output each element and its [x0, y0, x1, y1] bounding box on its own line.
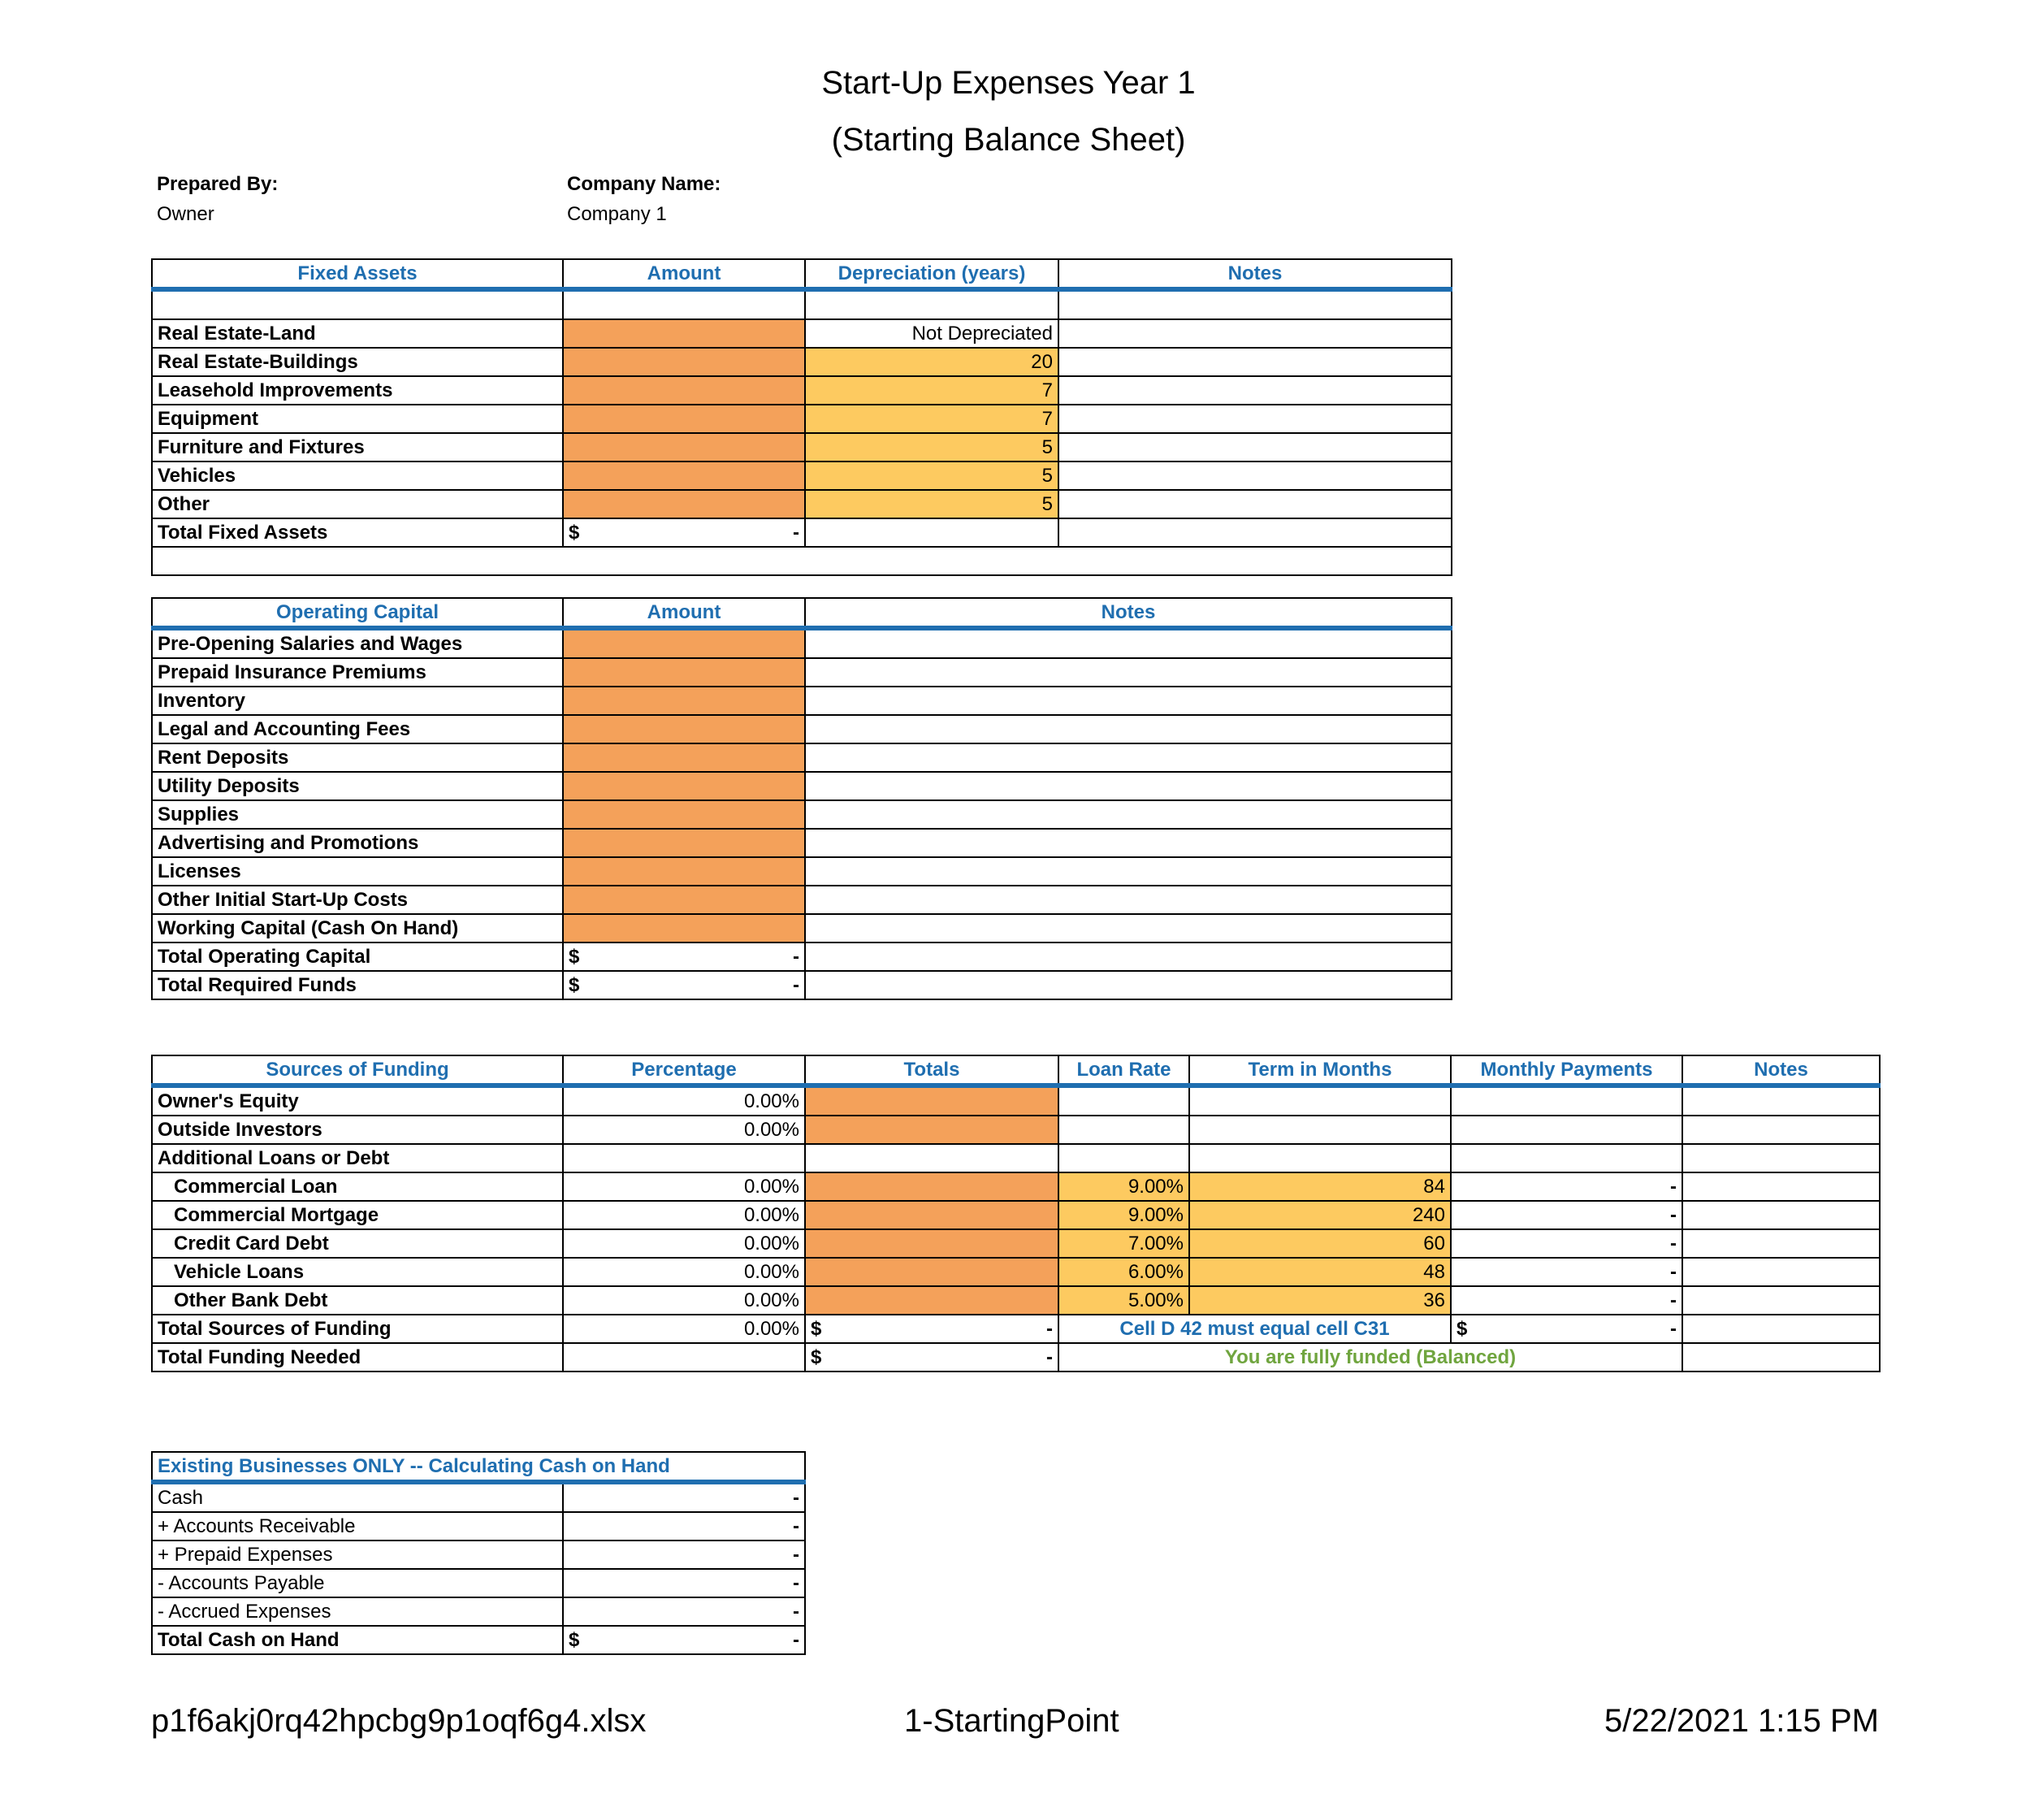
percentage-header: Percentage	[563, 1055, 805, 1086]
table-row	[152, 1512, 805, 1540]
monthly-payment-cell[interactable]: -	[1451, 1286, 1682, 1315]
sources-of-funding-header: Sources of Funding	[152, 1055, 563, 1086]
table-row	[152, 405, 1452, 433]
table-row	[152, 1626, 805, 1654]
row-label[interactable]: Vehicle Loans	[152, 1258, 563, 1286]
monthly-payment-cell[interactable]: -	[1451, 1201, 1682, 1229]
totals-cell[interactable]	[805, 1086, 1058, 1116]
notes-cell[interactable]	[805, 772, 1452, 800]
term-cell[interactable]: 84	[1189, 1172, 1451, 1201]
table-row	[152, 1258, 1880, 1286]
prepared-by-label: Prepared By:	[157, 173, 279, 195]
table-row	[152, 1482, 805, 1512]
loan-rate-header: Loan Rate	[1058, 1055, 1189, 1086]
depreciation-cell[interactable]: 5	[805, 462, 1058, 490]
notes-cell[interactable]	[805, 886, 1452, 914]
table-row	[152, 658, 1452, 687]
loan-rate-cell[interactable]: 6.00%	[1058, 1258, 1189, 1286]
amount-cell[interactable]	[563, 687, 805, 715]
amount-cell[interactable]	[563, 433, 805, 462]
row-label[interactable]: Other	[152, 490, 563, 518]
table-row	[152, 376, 1452, 405]
percentage-cell[interactable]: 0.00%	[563, 1286, 805, 1315]
table-row	[152, 800, 1452, 829]
row-label[interactable]: Utility Deposits	[152, 772, 563, 800]
existing-businesses-header: Existing Businesses ONLY -- Calculating Cash on Hand	[152, 1452, 805, 1482]
term-cell[interactable]: 48	[1189, 1258, 1451, 1286]
row-label[interactable]: - Accrued Expenses	[152, 1597, 563, 1626]
total-funding-needed-value[interactable]: $ -	[805, 1343, 1058, 1372]
table-row	[152, 1569, 805, 1597]
monthly-payment-cell[interactable]: -	[1451, 1258, 1682, 1286]
depreciation-cell[interactable]: 5	[805, 490, 1058, 518]
row-label[interactable]: Owner's Equity	[152, 1086, 563, 1116]
row-label[interactable]: Licenses	[152, 857, 563, 886]
table-row	[152, 886, 1452, 914]
row-label[interactable]: Leasehold Improvements	[152, 376, 563, 405]
percentage-cell[interactable]: 0.00%	[563, 1258, 805, 1286]
amount-cell[interactable]	[563, 405, 805, 433]
table-row	[152, 319, 1452, 348]
amount-header: Amount	[563, 598, 805, 628]
row-label[interactable]: Inventory	[152, 687, 563, 715]
notes-cell[interactable]	[1058, 319, 1452, 348]
table-row	[152, 462, 1452, 490]
table-row	[152, 857, 1452, 886]
amount-cell[interactable]	[563, 348, 805, 376]
row-label[interactable]: + Prepaid Expenses	[152, 1540, 563, 1569]
table-row	[152, 914, 1452, 942]
amount-cell[interactable]	[563, 800, 805, 829]
table-row	[152, 1229, 1880, 1258]
row-label[interactable]: Other Bank Debt	[152, 1286, 563, 1315]
table-row	[152, 490, 1452, 518]
percentage-cell[interactable]: 0.00%	[563, 1086, 805, 1116]
notes-cell[interactable]	[805, 715, 1452, 743]
footer-filename: p1f6akj0rq42hpcbg9p1oqf6g4.xlsx	[151, 1703, 647, 1739]
loan-rate-cell[interactable]: 9.00%	[1058, 1172, 1189, 1201]
table-row	[152, 1540, 805, 1569]
table-row	[152, 1086, 1880, 1116]
term-cell[interactable]: 60	[1189, 1229, 1451, 1258]
total-required-funds-label[interactable]: Total Required Funds	[152, 971, 563, 999]
amount-cell[interactable]	[563, 857, 805, 886]
table-row	[152, 518, 1452, 547]
sources-of-funding-table	[151, 1055, 1881, 1372]
monthly-payment-cell[interactable]: -	[1451, 1172, 1682, 1201]
fixed-assets-header: Fixed Assets	[152, 259, 563, 289]
notes-cell[interactable]	[1058, 490, 1452, 518]
loan-rate-cell[interactable]: 5.00%	[1058, 1286, 1189, 1315]
table-row	[152, 1286, 1880, 1315]
depreciation-cell[interactable]: 7	[805, 376, 1058, 405]
table-row	[152, 971, 1452, 999]
amount-cell[interactable]	[563, 628, 805, 658]
table-row	[152, 1315, 1880, 1343]
amount-cell[interactable]	[563, 743, 805, 772]
row-label[interactable]: Legal and Accounting Fees	[152, 715, 563, 743]
notes-cell[interactable]	[805, 829, 1452, 857]
table-row	[152, 829, 1452, 857]
term-cell[interactable]: 240	[1189, 1201, 1451, 1229]
existing-businesses-table	[151, 1451, 806, 1655]
total-monthly-payments[interactable]: $ -	[1451, 1315, 1682, 1343]
amount-cell[interactable]	[563, 715, 805, 743]
monthly-payment-cell[interactable]: -	[1451, 1229, 1682, 1258]
row-label[interactable]: Pre-Opening Salaries and Wages	[152, 628, 563, 658]
footer-datetime: 5/22/2021 1:15 PM	[1604, 1703, 1879, 1739]
amount-cell[interactable]	[563, 886, 805, 914]
balance-check-note: Cell D 42 must equal cell C31	[1058, 1315, 1451, 1343]
depreciation-header: Depreciation (years)	[805, 259, 1058, 289]
amount-cell[interactable]	[563, 829, 805, 857]
company-name-value: Company 1	[567, 203, 667, 225]
row-label[interactable]: - Accounts Payable	[152, 1569, 563, 1597]
notes-header: Notes	[1682, 1055, 1880, 1086]
row-label[interactable]: Working Capital (Cash On Hand)	[152, 914, 563, 942]
amount-cell[interactable]	[563, 772, 805, 800]
total-fixed-assets-label[interactable]: Total Fixed Assets	[152, 518, 563, 547]
value-cell[interactable]: -	[563, 1482, 805, 1512]
row-label[interactable]: Supplies	[152, 800, 563, 829]
depreciation-cell[interactable]: Not Depreciated	[805, 319, 1058, 348]
footer-sheet-name: 1-StartingPoint	[904, 1703, 1119, 1739]
table-row	[152, 1343, 1880, 1372]
depreciation-cell[interactable]: 7	[805, 405, 1058, 433]
notes-cell[interactable]	[805, 800, 1452, 829]
totals-header: Totals	[805, 1055, 1058, 1086]
amount-cell[interactable]	[563, 462, 805, 490]
table-row	[152, 1172, 1880, 1201]
amount-cell[interactable]	[563, 319, 805, 348]
value-cell[interactable]: -	[563, 1569, 805, 1597]
row-label[interactable]: Commercial Mortgage	[152, 1201, 563, 1229]
table-row	[152, 743, 1452, 772]
total-cash-on-hand-value[interactable]: $ -	[563, 1626, 805, 1654]
funding-status-message: You are fully funded (Balanced)	[1058, 1343, 1682, 1372]
table-row	[152, 289, 1452, 319]
notes-cell[interactable]	[805, 857, 1452, 886]
row-label[interactable]: Other Initial Start-Up Costs	[152, 886, 563, 914]
page-title: Start-Up Expenses Year 1	[821, 65, 1196, 101]
table-row	[152, 1597, 805, 1626]
table-row	[152, 628, 1452, 658]
total-sources-value[interactable]: $ -	[805, 1315, 1058, 1343]
table-row	[152, 547, 1452, 575]
row-label[interactable]: Equipment	[152, 405, 563, 433]
table-row	[152, 1201, 1880, 1229]
notes-cell[interactable]	[805, 628, 1452, 658]
value-cell[interactable]: -	[563, 1540, 805, 1569]
row-label[interactable]: Furniture and Fixtures	[152, 433, 563, 462]
row-label[interactable]: Real Estate-Land	[152, 319, 563, 348]
totals-cell[interactable]	[805, 1229, 1058, 1258]
total-cash-on-hand-label[interactable]: Total Cash on Hand	[152, 1626, 563, 1654]
totals-cell[interactable]	[805, 1116, 1058, 1144]
amount-header: Amount	[563, 259, 805, 289]
row-label[interactable]: Advertising and Promotions	[152, 829, 563, 857]
total-sources-percentage[interactable]: 0.00%	[563, 1315, 805, 1343]
row-label[interactable]: Cash	[152, 1482, 563, 1512]
table-row	[152, 1144, 1880, 1172]
amount-cell[interactable]	[563, 376, 805, 405]
notes-cell[interactable]	[1058, 433, 1452, 462]
amount-cell[interactable]	[563, 914, 805, 942]
value-cell[interactable]: -	[563, 1597, 805, 1626]
loan-rate-cell[interactable]: 9.00%	[1058, 1201, 1189, 1229]
table-row	[152, 348, 1452, 376]
total-required-funds-value[interactable]: $ -	[563, 971, 805, 999]
prepared-by-value: Owner	[157, 203, 214, 225]
page-subtitle: (Starting Balance Sheet)	[831, 122, 1186, 158]
operating-capital-table	[151, 597, 1452, 1000]
percentage-cell[interactable]: 0.00%	[563, 1116, 805, 1144]
term-in-months-header: Term in Months	[1189, 1055, 1451, 1086]
table-row	[152, 687, 1452, 715]
row-label[interactable]: Rent Deposits	[152, 743, 563, 772]
total-operating-capital-value[interactable]: $ -	[563, 942, 805, 971]
loan-rate-cell[interactable]: 7.00%	[1058, 1229, 1189, 1258]
table-row	[152, 1116, 1880, 1144]
totals-cell[interactable]	[805, 1172, 1058, 1201]
amount-cell[interactable]	[563, 658, 805, 687]
notes-cell[interactable]	[805, 658, 1452, 687]
notes-cell[interactable]	[805, 743, 1452, 772]
table-row	[152, 715, 1452, 743]
percentage-cell[interactable]: 0.00%	[563, 1172, 805, 1201]
total-operating-capital-label[interactable]: Total Operating Capital	[152, 942, 563, 971]
notes-cell[interactable]	[1058, 462, 1452, 490]
notes-cell[interactable]	[1058, 376, 1452, 405]
row-label[interactable]: Credit Card Debt	[152, 1229, 563, 1258]
row-label[interactable]: Outside Investors	[152, 1116, 563, 1144]
total-fixed-assets-value[interactable]: $ -	[563, 518, 805, 547]
amount-cell[interactable]	[563, 490, 805, 518]
operating-capital-header: Operating Capital	[152, 598, 563, 628]
total-sources-label[interactable]: Total Sources of Funding	[152, 1315, 563, 1343]
notes-header: Notes	[805, 598, 1452, 628]
term-cell[interactable]: 36	[1189, 1286, 1451, 1315]
totals-cell[interactable]	[805, 1258, 1058, 1286]
row-label[interactable]: Vehicles	[152, 462, 563, 490]
row-label[interactable]: Real Estate-Buildings	[152, 348, 563, 376]
fixed-assets-table	[151, 258, 1452, 576]
notes-cell[interactable]	[805, 687, 1452, 715]
depreciation-cell[interactable]: 20	[805, 348, 1058, 376]
total-funding-needed-label[interactable]: Total Funding Needed	[152, 1343, 563, 1372]
company-name-label: Company Name:	[567, 173, 721, 195]
table-row	[152, 942, 1452, 971]
notes-header: Notes	[1058, 259, 1452, 289]
row-label[interactable]: Prepaid Insurance Premiums	[152, 658, 563, 687]
table-row	[152, 772, 1452, 800]
percentage-cell[interactable]: 0.00%	[563, 1201, 805, 1229]
notes-cell[interactable]	[1058, 405, 1452, 433]
loans-section-label[interactable]: Additional Loans or Debt	[152, 1144, 563, 1172]
value-cell[interactable]: -	[563, 1512, 805, 1540]
depreciation-cell[interactable]: 5	[805, 433, 1058, 462]
notes-cell[interactable]	[1058, 348, 1452, 376]
totals-cell[interactable]	[805, 1286, 1058, 1315]
monthly-payments-header: Monthly Payments	[1451, 1055, 1682, 1086]
table-row	[152, 433, 1452, 462]
totals-cell[interactable]	[805, 1201, 1058, 1229]
notes-cell[interactable]	[805, 914, 1452, 942]
row-label[interactable]: Commercial Loan	[152, 1172, 563, 1201]
percentage-cell[interactable]: 0.00%	[563, 1229, 805, 1258]
row-label[interactable]: + Accounts Receivable	[152, 1512, 563, 1540]
